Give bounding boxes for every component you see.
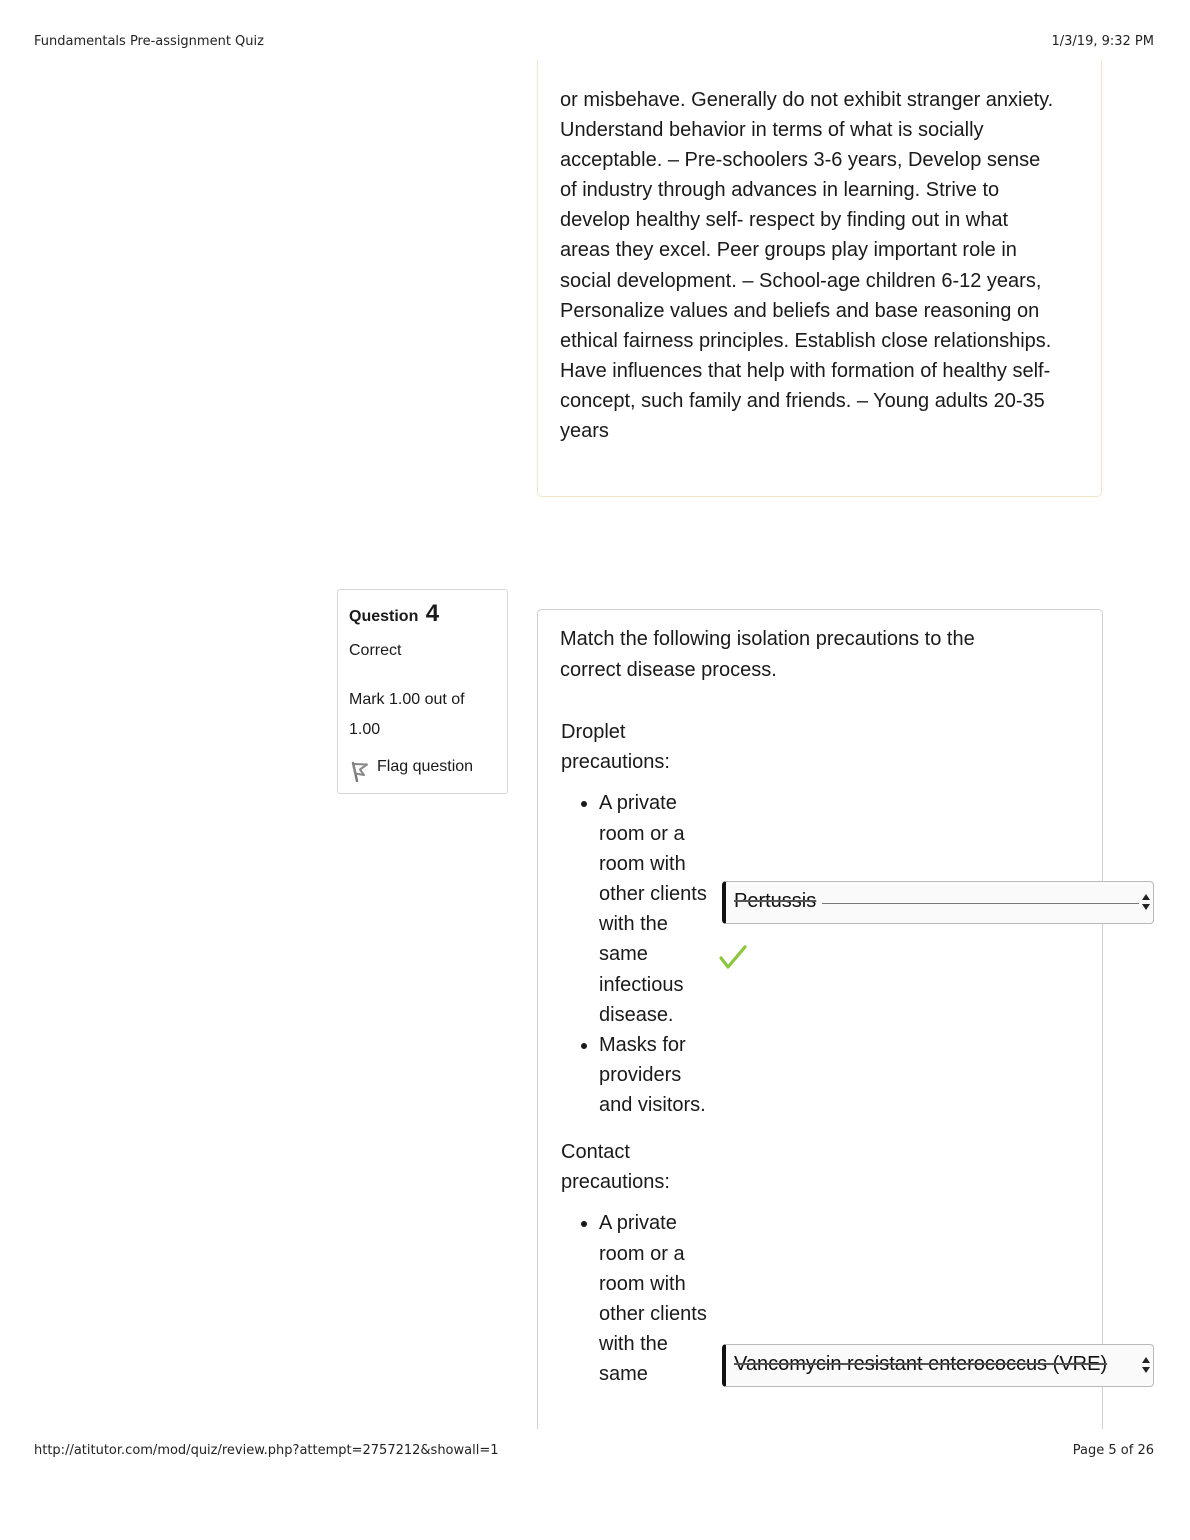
strike-line (822, 903, 1139, 904)
question-info-panel (337, 589, 508, 794)
page-number: Page 5 of 26 (1072, 1443, 1154, 1458)
select-arrows-icon (1141, 891, 1151, 913)
match-bullet-list (561, 1208, 716, 1389)
question-grade: Mark 1.00 out of 1.00 (349, 691, 465, 738)
question-number-heading (349, 600, 439, 628)
page-title: Fundamentals Pre-assignment Quiz (34, 34, 264, 49)
question-state: Correct (349, 642, 402, 659)
print-header (34, 34, 1154, 49)
question-label: Question (349, 608, 419, 625)
feedback-text: or misbehave. Generally do not exhibit stranger anxiety. Understand behavior in terms of what is socially acceptable. – Pre-schoolers 3-6 years, Develop sense of industry through advances in learning. Strive to develop healthy self- respect by finding out in what areas they excel. Peer groups play important role in social development. – School-age children 6-12 years, Personalize values and beliefs and base reasoning on ethical fairness principles. Establish close relationships. Have influences that help with formation of healthy self-concept, such family and friends. – Young adults 20-35 years (560, 89, 1054, 443)
page-url: http://atitutor.com/mod/quiz/review.php?attempt=2757212&showall=1 (34, 1443, 499, 1458)
list-item: • A private room or a room with other clients with the same (599, 1208, 716, 1389)
match-bullet-list (561, 788, 716, 1120)
flag-question-link[interactable] (349, 758, 473, 782)
match-heading: Contact precautions: (561, 1141, 670, 1194)
selected-answer: Vancomycin resistant enterococcus (VRE) (734, 1353, 1108, 1375)
print-footer (34, 1443, 1154, 1458)
flag-question-label: Flag question (377, 758, 474, 775)
match-heading: Droplet precautions: (561, 721, 670, 774)
print-datetime: 1/3/19, 9:32 PM (1051, 34, 1154, 49)
match-prompt-droplet (561, 717, 716, 1121)
question-text: Match the following isolation precautions to the correct disease process. (560, 628, 975, 681)
previous-question-feedback (537, 60, 1102, 497)
answer-select-contact[interactable] (722, 1344, 1154, 1387)
flag-icon (349, 760, 371, 782)
check-icon (719, 943, 747, 971)
list-item: • Masks for providers and visitors. (599, 1030, 716, 1121)
match-prompt-contact (561, 1137, 716, 1390)
select-arrows-icon (1141, 1354, 1151, 1376)
selected-answer: Pertussis (734, 890, 817, 912)
answer-select-droplet[interactable] (722, 881, 1154, 924)
question-number: 4 (425, 600, 440, 627)
list-item: • A private room or a room with other clients with the same infectious disease. (599, 788, 716, 1030)
